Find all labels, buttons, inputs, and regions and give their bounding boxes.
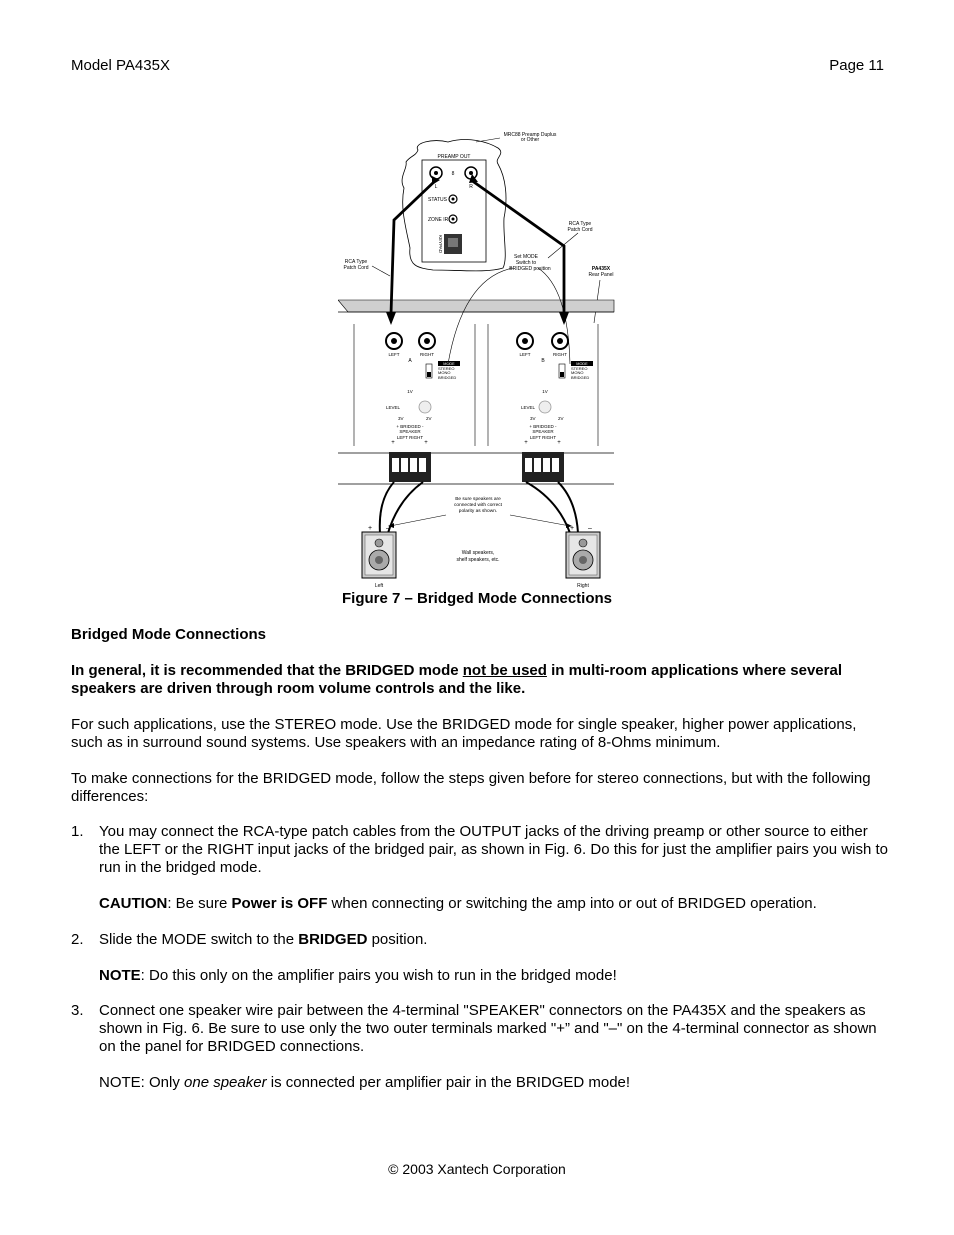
- svg-text:shelf speakers, etc.: shelf speakers, etc.: [456, 557, 500, 563]
- item-2-text: Slide the MODE switch to the BRIDGED position.: [99, 931, 428, 948]
- svg-text:STATUS: STATUS: [428, 197, 447, 203]
- svg-text:LEFT: LEFT: [519, 352, 531, 357]
- svg-text:–: –: [588, 525, 592, 532]
- svg-text:B: B: [541, 358, 545, 364]
- or-other-label: or Other: [520, 137, 540, 143]
- svg-text:SPEAKER: SPEAKER: [399, 429, 421, 434]
- svg-text:Patch Cord: Patch Cord: [567, 227, 593, 233]
- warning-paragraph: In general, it is recommended that the BRIDGED mode not be used in multi-room applications where several speakers are driven through room volume controls and the like.: [71, 662, 842, 697]
- note-2: NOTE: Do this only on the amplifier pairs you wish to run in the bridged mode!: [99, 967, 617, 984]
- svg-text:KEYPAD: KEYPAD: [438, 235, 443, 253]
- left-speaker: [362, 532, 396, 578]
- svg-text:BRIDGED: BRIDGED: [571, 375, 590, 380]
- svg-text:RCA Type: RCA Type: [568, 221, 592, 227]
- svg-text:STEREO: STEREO: [438, 366, 455, 371]
- svg-text:BRIDGED position: BRIDGED position: [509, 266, 551, 272]
- figure-caption: Figure 7 – Bridged Mode Connections: [341, 590, 613, 607]
- svg-text:STEREO: STEREO: [571, 366, 588, 371]
- svg-text:Patch Cord: Patch Cord: [343, 265, 369, 271]
- amp-b-level-knob: [539, 401, 551, 413]
- paragraph-stereo-mode: For such applications, use the STEREO mode. Use the BRIDGED mode for single speaker, higher power applications, such as in surround sound systems. Use speakers with an impedance rating of 8-Ohms minimum.: [71, 716, 857, 751]
- svg-text:LEVEL: LEVEL: [521, 405, 536, 410]
- item-3-text: Connect one speaker wire pair between the 4-terminal "SPEAKER" connectors on the PA435X and the speakers as shown in Fig. 6. Be sure to use only the two outer terminals marked "+” and "–" on the 4-terminal connector as shown on the panel for BRIDGED connections.: [99, 1002, 877, 1055]
- svg-text:+: +: [424, 440, 428, 446]
- paragraph-bridged-intro: To make connections for the BRIDGED mode, follow the steps given before for stereo connections, but with the following differences:: [71, 770, 871, 805]
- svg-text:MONO: MONO: [438, 370, 451, 375]
- svg-text:+: +: [367, 525, 373, 532]
- svg-text:LEFT RIGHT: LEFT RIGHT: [529, 435, 557, 440]
- svg-text:+: +: [557, 440, 561, 446]
- svg-text:Rear Panel: Rear Panel: [588, 272, 614, 278]
- svg-text:RCA Type: RCA Type: [344, 259, 368, 265]
- svg-text:MODE: MODE: [576, 362, 588, 366]
- svg-text:connected with correct: connected with correct: [454, 503, 502, 508]
- svg-text:+ BRIDGED -: + BRIDGED -: [396, 424, 424, 429]
- svg-text:polarity as shown.: polarity as shown.: [458, 509, 498, 514]
- svg-text:BRIDGED: BRIDGED: [438, 375, 457, 380]
- not-be-used-emphasis: not be used: [462, 662, 547, 679]
- svg-text:L: L: [434, 184, 438, 190]
- svg-text:1V: 1V: [407, 389, 413, 394]
- svg-text:Set MODE: Set MODE: [514, 254, 538, 260]
- bridged-mode-diagram: [338, 128, 624, 590]
- footer-copyright: © 2003 Xantech Corporation: [388, 1161, 566, 1177]
- note-3: NOTE: Only one speaker is connected per amplifier pair in the BRIDGED mode!: [99, 1074, 631, 1091]
- svg-text:RIGHT: RIGHT: [420, 352, 434, 357]
- svg-text:LEFT: LEFT: [388, 352, 400, 357]
- svg-text:RIGHT: RIGHT: [553, 352, 567, 357]
- preamp-out-label: PREAMP OUT: [437, 154, 471, 160]
- header-model: Model PA435X: [71, 57, 170, 74]
- svg-text:LEFT RIGHT: LEFT RIGHT: [396, 435, 424, 440]
- svg-text:–: –: [386, 525, 390, 532]
- svg-text:1V: 1V: [542, 389, 548, 394]
- caution-note: CAUTION: Be sure Power is OFF when connecting or switching the amp into or out of BRIDGED operation.: [99, 895, 817, 912]
- section-heading: Bridged Mode Connections: [71, 626, 266, 643]
- svg-text:8: 8: [451, 171, 455, 177]
- svg-text:A: A: [408, 358, 412, 364]
- svg-text:+: +: [391, 440, 395, 446]
- svg-text:2V: 2V: [558, 416, 564, 421]
- svg-text:R: R: [469, 184, 473, 190]
- svg-text:3V: 3V: [398, 416, 404, 421]
- svg-text:MODE: MODE: [443, 362, 455, 366]
- header-page-number: Page 11: [829, 57, 884, 74]
- svg-text:PA435X: PA435X: [591, 266, 611, 272]
- amp-top: [338, 300, 614, 312]
- svg-text:3V: 3V: [530, 416, 536, 421]
- amp-a-level-knob: [419, 401, 431, 413]
- svg-text:Right: Right: [577, 583, 589, 589]
- svg-text:Wall speakers,: Wall speakers,: [461, 550, 495, 556]
- svg-text:Switch to: Switch to: [515, 260, 537, 266]
- svg-text:+ BRIDGED -: + BRIDGED -: [529, 424, 557, 429]
- svg-text:2V: 2V: [426, 416, 432, 421]
- svg-text:Left: Left: [374, 583, 384, 589]
- svg-text:+: +: [524, 440, 528, 446]
- svg-text:MONO: MONO: [571, 370, 584, 375]
- svg-text:SPEAKER: SPEAKER: [532, 429, 554, 434]
- svg-text:ZONE IR: ZONE IR: [428, 217, 449, 223]
- svg-text:Be sure speakers are: Be sure speakers are: [455, 497, 501, 502]
- mrc88-label: MRC88 Preamp Duplus: [503, 132, 557, 138]
- svg-text:+: +: [569, 525, 575, 532]
- svg-text:LEVEL: LEVEL: [386, 405, 401, 410]
- right-speaker: [566, 532, 600, 578]
- item-1-text: You may connect the RCA-type patch cables from the OUTPUT jacks of the driving preamp or other source to either the LEFT or the RIGHT input jacks of the bridged pair, as shown in Fig. 6. Do this for just the amplifier pairs you wish to run in the bridged mode.: [99, 823, 888, 876]
